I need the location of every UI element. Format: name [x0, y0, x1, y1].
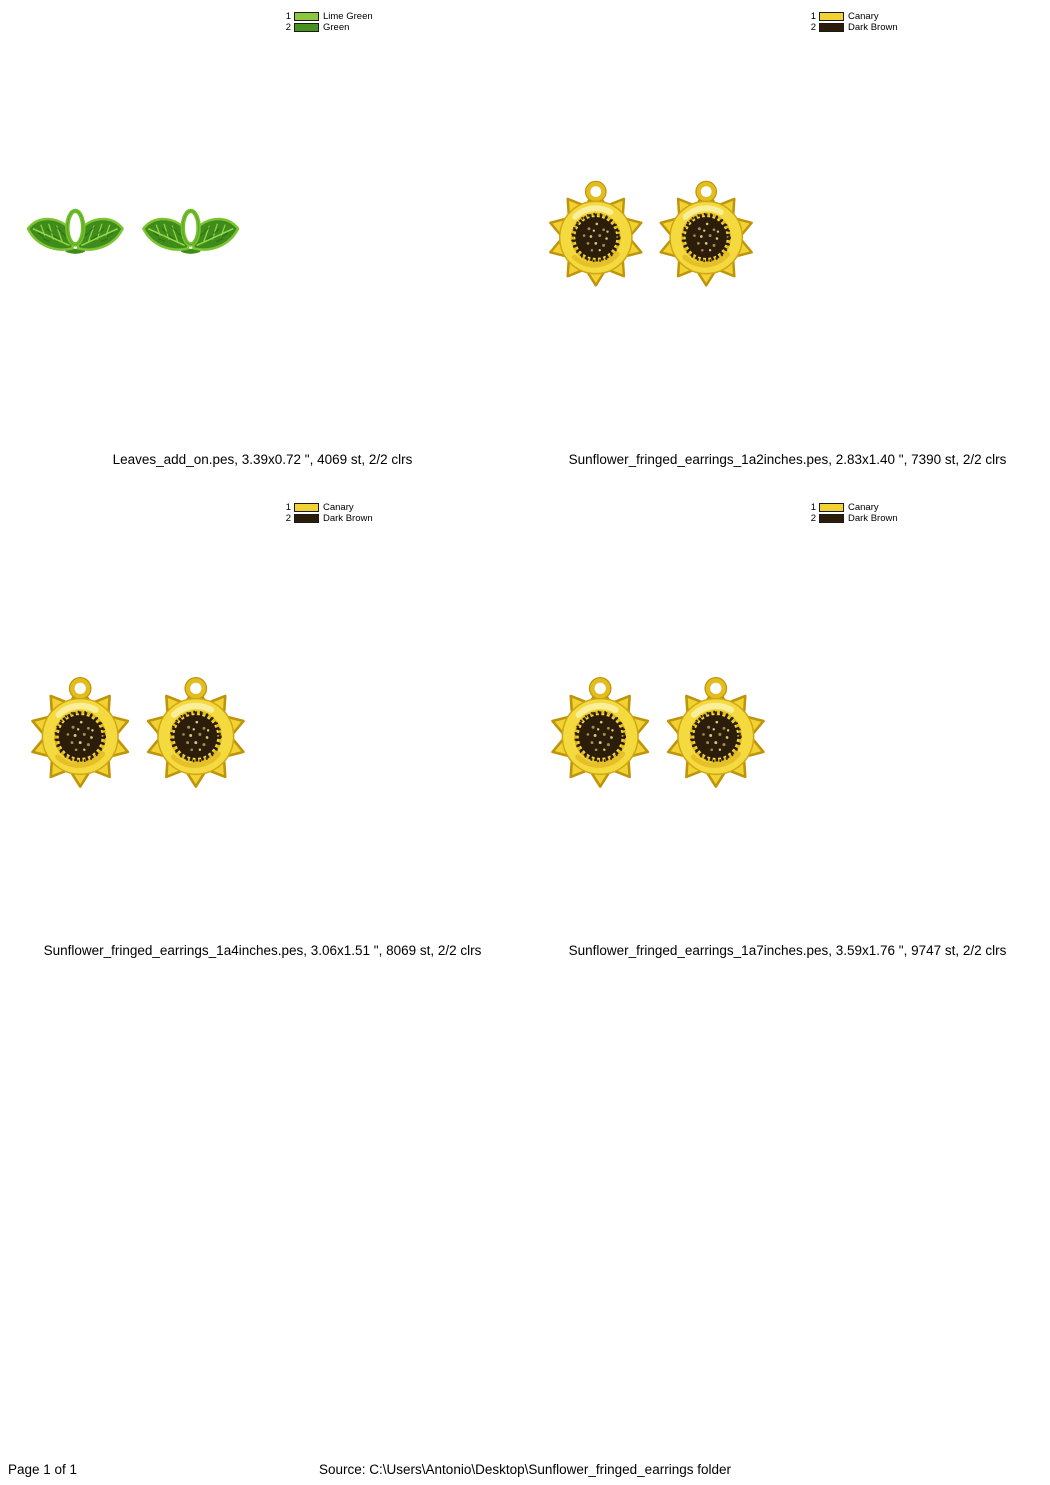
legend-row	[282, 11, 373, 22]
legend-row	[282, 502, 373, 513]
legend-index: 1	[810, 11, 816, 22]
design-cell-sunflower-1a2	[525, 0, 1050, 491]
color-swatch	[294, 503, 319, 512]
legend-label: Canary	[323, 502, 354, 513]
legend-row	[807, 513, 898, 524]
color-swatch	[819, 503, 844, 512]
sunflower-design-image	[27, 671, 249, 790]
design-caption: Sunflower_fringed_earrings_1a7inches.pes, 3.59x1.76 ", 9747 st, 2/2 clrs	[568, 943, 1007, 958]
legend-index: 2	[810, 22, 816, 33]
color-swatch	[819, 12, 844, 21]
legend-label: Dark Brown	[323, 513, 373, 524]
color-swatch	[819, 23, 844, 32]
legend-label: Green	[323, 22, 350, 33]
design-caption: Sunflower_fringed_earrings_1a2inches.pes, 2.83x1.40 ", 7390 st, 2/2 clrs	[568, 452, 1007, 467]
legend-row	[807, 11, 898, 22]
thread-color-legend	[282, 502, 373, 524]
thread-color-legend	[807, 11, 898, 33]
legend-index: 1	[285, 11, 291, 22]
color-swatch	[294, 514, 319, 523]
legend-index: 2	[285, 513, 291, 524]
sunflower-design-image	[545, 175, 757, 288]
design-cell-sunflower-1a4	[0, 491, 525, 982]
color-swatch	[294, 12, 319, 21]
design-cell-sunflower-1a7	[525, 491, 1050, 982]
design-cell-leaves	[0, 0, 525, 491]
legend-row	[282, 22, 373, 33]
legend-row	[807, 502, 898, 513]
legend-index: 2	[285, 22, 291, 33]
thread-color-legend	[807, 502, 898, 524]
legend-label: Canary	[848, 502, 879, 513]
legend-row	[807, 22, 898, 33]
legend-row	[282, 513, 373, 524]
page-number: Page 1 of 1	[8, 1462, 78, 1477]
legend-label: Lime Green	[323, 11, 373, 22]
color-swatch	[819, 514, 844, 523]
legend-label: Canary	[848, 11, 879, 22]
legend-label: Dark Brown	[848, 513, 898, 524]
color-swatch	[294, 23, 319, 32]
sunflower-design-image	[547, 671, 769, 790]
leaves-design-image	[23, 205, 243, 256]
legend-index: 1	[285, 502, 291, 513]
legend-index: 2	[810, 513, 816, 524]
design-caption: Sunflower_fringed_earrings_1a4inches.pes, 3.06x1.51 ", 8069 st, 2/2 clrs	[43, 943, 482, 958]
source-path: Source: C:\Users\Antonio\Desktop\Sunflower_fringed_earrings folder	[319, 1462, 731, 1477]
legend-label: Dark Brown	[848, 22, 898, 33]
legend-index: 1	[810, 502, 816, 513]
design-caption: Leaves_add_on.pes, 3.39x0.72 ", 4069 st, 2/2 clrs	[112, 452, 413, 467]
thread-color-legend	[282, 11, 373, 33]
